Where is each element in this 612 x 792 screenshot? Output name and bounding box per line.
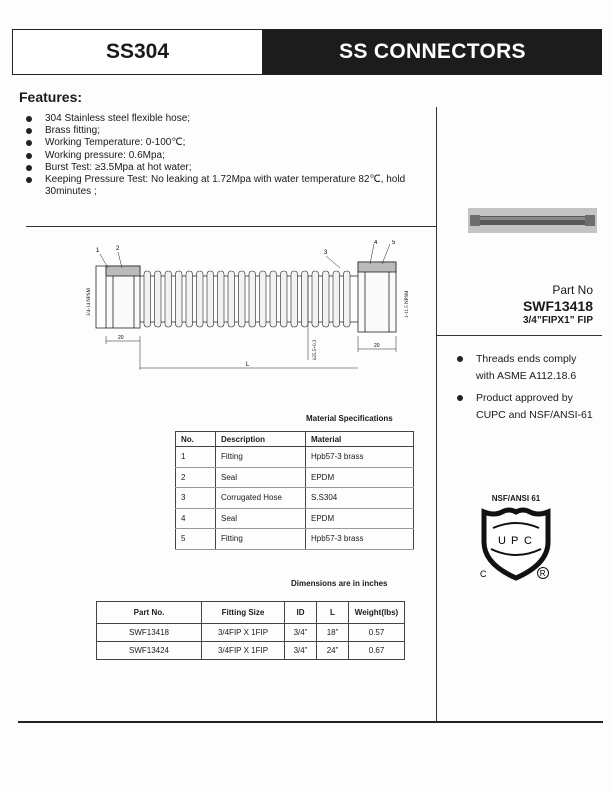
cell: Seal xyxy=(216,467,306,488)
table-row xyxy=(176,508,414,529)
registered-mark: R xyxy=(539,569,546,579)
cell: 0.67 xyxy=(349,642,405,660)
cell: EPDM xyxy=(306,508,414,529)
dimensions-title: Dimensions are in inches xyxy=(291,579,388,588)
left-thread-label: 3/4-14 NPSM xyxy=(87,288,92,316)
cell: Seal xyxy=(216,508,306,529)
cell: SWF13424 xyxy=(97,642,202,660)
hose-corrugation xyxy=(218,271,225,327)
series-title: SS304 xyxy=(12,29,263,75)
part-number-label: Part No xyxy=(552,283,593,297)
header-weight: Weight(lbs) xyxy=(349,602,405,624)
upc-letter-c: C xyxy=(524,535,532,547)
cell: Hpb57-3 brass xyxy=(306,529,414,550)
hose-corrugation xyxy=(197,271,204,327)
cell: 3/4” xyxy=(285,642,317,660)
cell: 3/4FIP X 1FIP xyxy=(202,624,285,642)
upc-shield-icon xyxy=(478,506,554,582)
hose-corrugation xyxy=(186,271,193,327)
hose-corrugation xyxy=(281,271,288,327)
hose-diameter-label: ù25.5+0.3 xyxy=(313,339,318,360)
hose-corrugation xyxy=(176,271,183,327)
cell: 1 xyxy=(176,447,216,468)
hose-corrugation xyxy=(155,271,162,327)
compliance-item: Product approved by CUPC and NSF/ANSI-61 xyxy=(457,390,597,424)
hose-corrugation xyxy=(260,271,267,327)
part-number: SWF13418 xyxy=(522,298,593,314)
header-material: Material xyxy=(306,432,414,447)
material-specs-table xyxy=(175,431,414,550)
cell: 5 xyxy=(176,529,216,550)
c-mark: C xyxy=(480,569,487,579)
dimensions-table xyxy=(96,601,405,660)
right-thread-label: 1-11.5 NPSM xyxy=(405,290,410,318)
compliance-list xyxy=(457,351,597,429)
table-row xyxy=(97,624,405,642)
hose-corrugation xyxy=(239,271,246,327)
feature-item: Burst Test: ≥3.5Mpa at hot water; xyxy=(26,162,426,174)
left-length-label: 20 xyxy=(118,335,124,341)
feature-item: Brass fitting; xyxy=(26,125,426,137)
hose-corrugation xyxy=(249,271,256,327)
hose-corrugation xyxy=(270,271,277,327)
hose-corrugation xyxy=(144,271,151,327)
feature-item: 304 Stainless steel flexible hose; xyxy=(26,113,426,125)
cert-label: NSF/ANSI 61 xyxy=(491,494,541,503)
product-photo xyxy=(468,208,597,233)
upc-letter-p: P xyxy=(511,535,519,547)
cell: 3/4” xyxy=(285,624,317,642)
hose-corrugation xyxy=(228,271,235,327)
right-length-label: 20 xyxy=(374,343,380,349)
cell: Hpb57-3 brass xyxy=(306,447,414,468)
header-fitting-size: Fitting Size xyxy=(202,602,285,624)
callout-1: 1 xyxy=(96,248,100,254)
cell: SWF13418 xyxy=(97,624,202,642)
part-description: 3/4”FIPX1” FIP xyxy=(522,315,593,326)
feature-item: Keeping Pressure Test: No leaking at 1.72Mpa with water temperature 82℃, hold 30minutes ; xyxy=(26,174,426,198)
header-no: No. xyxy=(176,432,216,447)
cell: 2 xyxy=(176,467,216,488)
table-row xyxy=(176,488,414,509)
header-description: Description xyxy=(216,432,306,447)
connector-drawing xyxy=(78,240,418,375)
cell: 3/4FIP X 1FIP xyxy=(202,642,285,660)
compliance-item: Threads ends comply with ASME A112.18.6 xyxy=(457,351,597,385)
upc-letter-u: U xyxy=(498,535,506,547)
hose-corrugation xyxy=(165,271,172,327)
table-row xyxy=(176,529,414,550)
cell: Corrugated Hose xyxy=(216,488,306,509)
overall-length-label: L xyxy=(246,362,250,368)
header-part-no: Part No. xyxy=(97,602,202,624)
table-row xyxy=(176,467,414,488)
cell: Fitting xyxy=(216,447,306,468)
bottom-divider xyxy=(18,721,603,723)
table-row xyxy=(176,447,414,468)
cell: S.S304 xyxy=(306,488,414,509)
table-header-row xyxy=(176,432,414,447)
hose-corrugation xyxy=(312,271,319,327)
features-divider xyxy=(26,226,436,227)
page-title: SS CONNECTORS xyxy=(263,29,602,75)
callout-2: 2 xyxy=(116,246,120,252)
cell: Fitting xyxy=(216,529,306,550)
callout-3: 3 xyxy=(324,250,328,256)
table-header-row xyxy=(97,602,405,624)
cell: EPDM xyxy=(306,467,414,488)
callout-4: 4 xyxy=(374,240,378,246)
cell: 0.57 xyxy=(349,624,405,642)
cell: 3 xyxy=(176,488,216,509)
cell: 18” xyxy=(317,624,349,642)
hose-corrugation xyxy=(291,271,298,327)
table-row xyxy=(97,642,405,660)
features-list xyxy=(26,113,426,198)
part-divider xyxy=(436,335,602,336)
hose-corrugation xyxy=(333,271,340,327)
cell: 4 xyxy=(176,508,216,529)
header-length: L xyxy=(317,602,349,624)
hose-corrugation xyxy=(344,271,351,327)
feature-item: Working pressure: 0.6Mpa; xyxy=(26,150,426,162)
hose-corrugation xyxy=(302,271,309,327)
hose-corrugation xyxy=(323,271,330,327)
feature-item: Working Temperature: 0-100℃; xyxy=(26,137,426,149)
header-id: ID xyxy=(285,602,317,624)
callout-5: 5 xyxy=(392,240,396,246)
hose-corrugation xyxy=(207,271,214,327)
material-specs-title: Material Specifications xyxy=(306,414,393,423)
features-heading: Features: xyxy=(19,89,83,105)
cell: 24” xyxy=(317,642,349,660)
vertical-divider xyxy=(436,107,437,721)
